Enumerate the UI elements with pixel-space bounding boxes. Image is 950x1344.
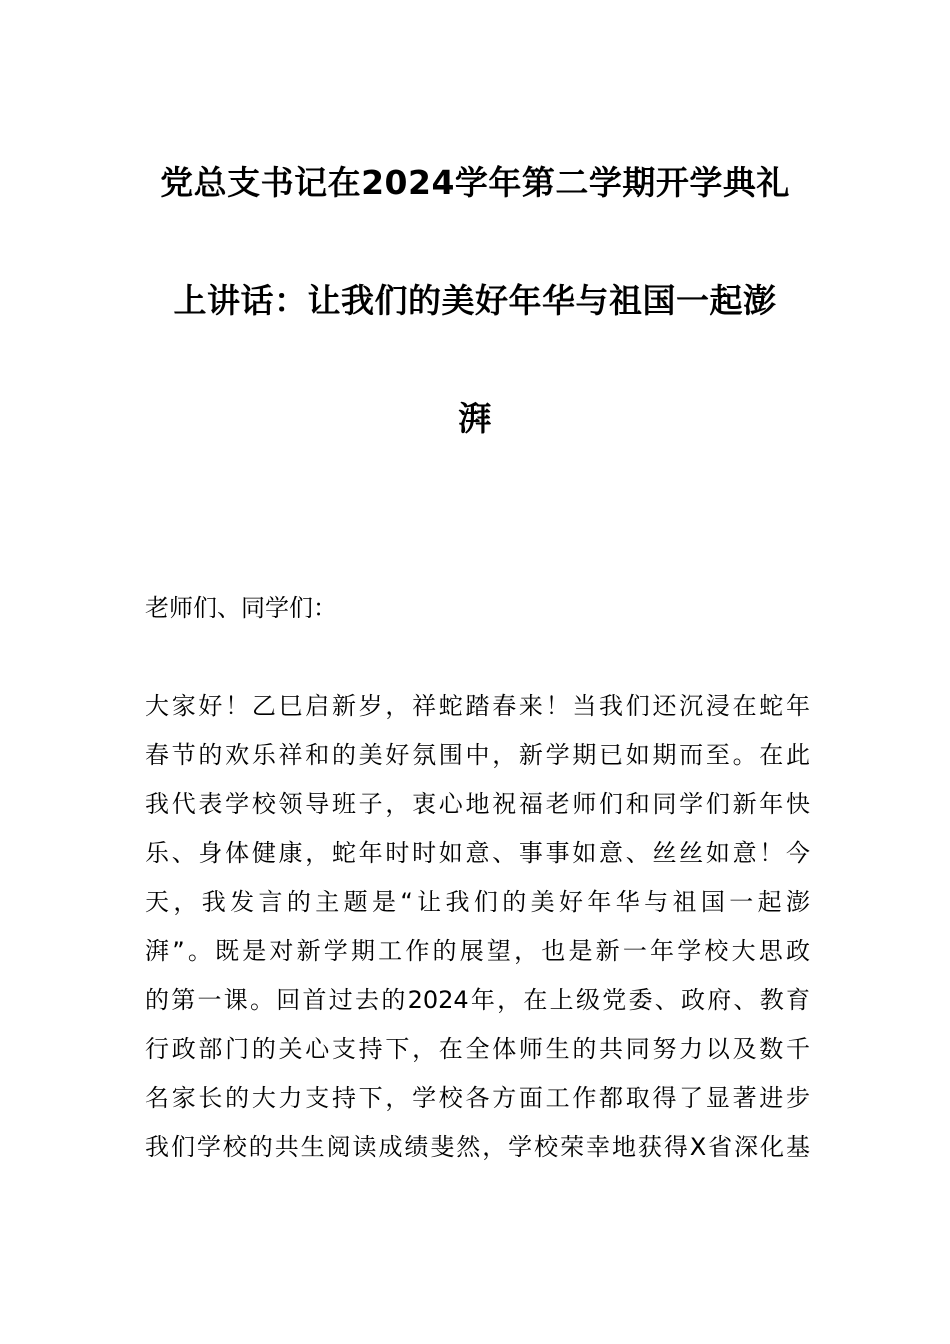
document-title-line-2: 上讲话：让我们的美好年华与祖国一起澎 <box>173 281 777 320</box>
body-line: 的第一课。回首过去的2024年，在上级党委、政府、教育 <box>145 986 810 1014</box>
body-line: 天，我发言的主题是“让我们的美好年华与祖国一起澎 <box>145 888 810 916</box>
salutation: 老师们、同学们： <box>145 594 337 622</box>
body-line: 我们学校的共生阅读成绩斐然，学校荣幸地获得X省深化基 <box>145 1133 810 1161</box>
document-title-line-3: 湃 <box>458 399 492 438</box>
body-line: 名家长的大力支持下，学校各方面工作都取得了显著进步 <box>145 1084 810 1112</box>
body-line: 乐、身体健康，蛇年时时如意、事事如意、丝丝如意！今 <box>145 839 810 867</box>
document-title-line-1: 党总支书记在2024学年第二学期开学典礼 <box>160 163 790 202</box>
body-line: 湃”。既是对新学期工作的展望，也是新一年学校大思政 <box>145 937 810 965</box>
body-line: 行政部门的关心支持下，在全体师生的共同努力以及数千 <box>145 1035 810 1063</box>
body-line: 春节的欢乐祥和的美好氛围中，新学期已如期而至。在此 <box>145 741 810 769</box>
body-line: 我代表学校领导班子，衷心地祝福老师们和同学们新年快 <box>145 790 810 818</box>
body-line: 大家好！乙巳启新岁，祥蛇踏春来！当我们还沉浸在蛇年 <box>145 692 810 720</box>
